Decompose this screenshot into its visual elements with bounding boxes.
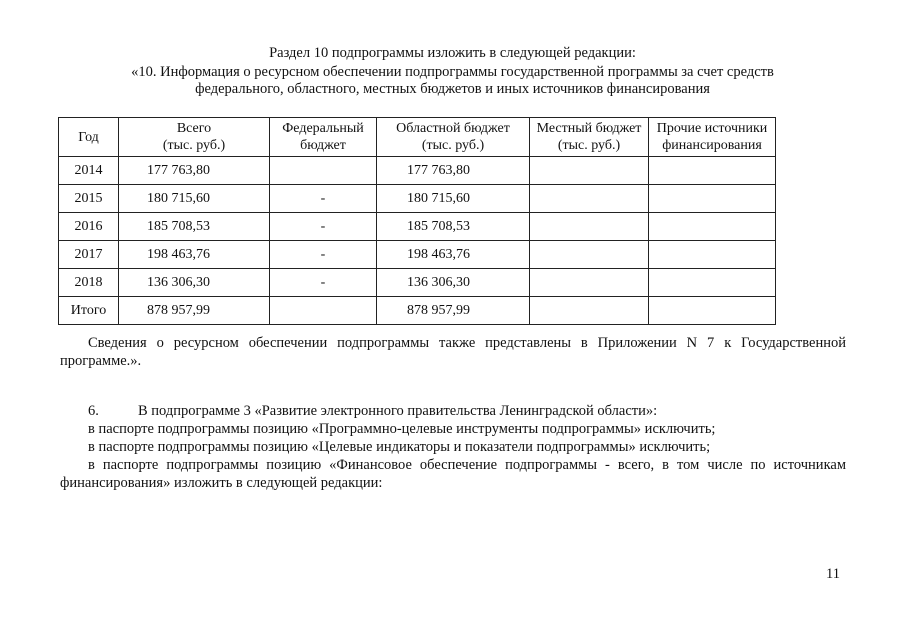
cell-federal [270,297,377,325]
cell-year: 2014 [59,157,119,185]
cell-local [530,157,649,185]
cell-total: 136 306,30 [119,269,270,297]
cell-federal: - [270,269,377,297]
section-heading: Раздел 10 подпрограммы изложить в следующей редакции: [269,45,636,61]
cell-other [649,297,776,325]
cell-total: 180 715,60 [119,185,270,213]
cell-regional: 185 708,53 [377,213,530,241]
cell-local [530,213,649,241]
table-row [59,157,776,185]
cell-other [649,185,776,213]
instruction-line-c: в паспорте подпрограммы позицию «Финансовое обеспечение подпрограммы - всего, в том числе по источникам финансирования» изложить в следующей редакции: [60,457,846,491]
table-row [59,185,776,213]
cell-regional: 198 463,76 [377,241,530,269]
cell-total: 177 763,80 [119,157,270,185]
table-header-row [59,118,776,157]
header-total: Всего (тыс. руб.) [119,118,270,157]
table-row [59,213,776,241]
cell-federal [270,157,377,185]
table-total-row [59,297,776,325]
table-row [59,241,776,269]
section-title-line2: федерального, областного, местных бюджетов и иных источников финансирования [195,81,710,97]
header-year: Год [59,118,119,157]
note-paragraph: Сведения о ресурсном обеспечении подпрограммы также представлены в Приложении N 7 к Государственной программе.». [60,335,846,369]
header-federal: Федеральный бюджет [270,118,377,157]
cell-other [649,213,776,241]
cell-regional: 878 957,99 [377,297,530,325]
table-row [59,269,776,297]
cell-total: 198 463,76 [119,241,270,269]
page-number: 11 [826,566,840,582]
cell-year: 2017 [59,241,119,269]
item-6-number: 6. [88,403,99,419]
cell-local [530,297,649,325]
cell-year: 2016 [59,213,119,241]
cell-local [530,241,649,269]
cell-federal: - [270,241,377,269]
cell-federal: - [270,213,377,241]
cell-regional: 180 715,60 [377,185,530,213]
cell-other [649,241,776,269]
cell-local [530,185,649,213]
cell-year: Итого [59,297,119,325]
cell-local [530,269,649,297]
cell-total: 185 708,53 [119,213,270,241]
cell-federal: - [270,185,377,213]
resource-table [58,117,776,325]
instruction-line-b: в паспорте подпрограммы позицию «Целевые индикаторы и показатели подпрограммы» исключить; [88,439,711,455]
instruction-line-a: в паспорте подпрограммы позицию «Программно-целевые инструменты подпрограммы» исключить; [88,421,716,437]
cell-year: 2018 [59,269,119,297]
cell-total: 878 957,99 [119,297,270,325]
cell-year: 2015 [59,185,119,213]
header-regional: Областной бюджет (тыс. руб.) [377,118,530,157]
cell-other [649,269,776,297]
section-title-line1: «10. Информация о ресурсном обеспечении подпрограммы государственной программы за счет средств [131,64,774,80]
cell-other [649,157,776,185]
cell-regional: 136 306,30 [377,269,530,297]
item-6 [60,402,846,420]
cell-regional: 177 763,80 [377,157,530,185]
item-6-text: В подпрограмме 3 «Развитие электронного правительства Ленинградской области»: [138,403,658,419]
header-local: Местный бюджет (тыс. руб.) [530,118,649,157]
header-other: Прочие источники финансирования [649,118,776,157]
